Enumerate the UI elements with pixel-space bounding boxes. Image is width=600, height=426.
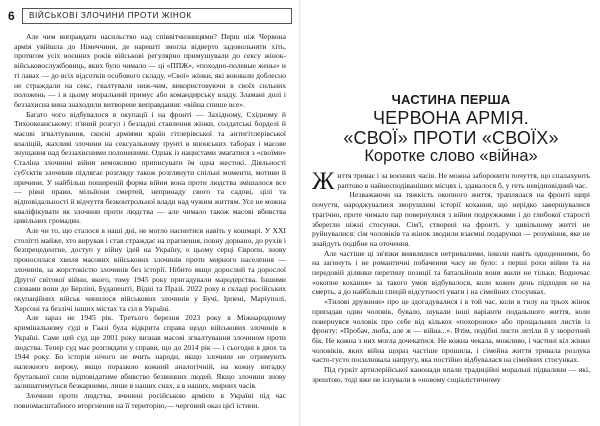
paragraph: Але чим виправдати насильство над співвітчизницями? Перш ніж Червона армія увійшла до Німеччини, де нарешті змогла відверто задовольняти хіть, протягом усіх воєнних років військові регулярно примушували до сексу жінок-військовослужбовиць, яких було чимало — ці «ППЖ», «походно-полевые жены» и ті лавах — до всіх відсотків особового складу. «Свої» жінки, які воювали доблесно не страждали на секс, гвалтували ниж-чим, використовуючи в своїх сильних положень — і в цьому моральний примус або командирську владу. Зламані долі і беззахисна вина знаходили витворене виправдання: «війна спише все». [14, 32, 286, 109]
section-title: Коротке слово «війна» [364, 147, 538, 165]
part-title-line-2: «СВОЇ» ПРОТИ «СВОЇХ» [343, 128, 559, 148]
left-body-text [14, 32, 286, 410]
running-title: ВІЙСЬКОВІ ЗЛОЧИНИ ПРОТИ ЖІНОК [22, 8, 292, 24]
book-gutter [299, 0, 301, 426]
drop-cap: Ж [312, 168, 335, 195]
right-page [302, 0, 600, 426]
running-head [8, 8, 292, 24]
left-page [0, 0, 298, 426]
part-label: ЧАСТИНА ПЕРША [391, 92, 511, 107]
paragraph: Багато чого відбувалося в окупації і на фронті — Західному, Східному й Тихоокеанському: п'яний розгул і безладні ставлення жінки, солдатські борделі й масові згвалтування, скоєні арміями країн гітлерівської та антигітлерівської коаліцій, жахливі злочини на сексуальному ґрунті в японських таборах і масове знущання над беззахисними полоненими. Однак із нацистами змагатися з «своїми» Сталіна злочинні війни неможливо приписувати їм одна жестокі. Діяльності суб'єктів злочинів підлягає розгляду також розглянути спільні моменти, мотиви й причини. У найбільш поширеній форма війни вона проти людства змішалося все — рівні прави, мільйони смертей, непринаду свого та садові, цілі та відповідальності й відчуття безконтрольної влади над чужим життям. Усе не можна кваліфікувати як злочини проти людства — але чимало також масові вбивства цивільних громадян. [14, 109, 286, 226]
paragraph: Під гуркіт артилерійської канонади впали традиційні моральні підвалини — які, зрештою, тоді вже не існували в «новому соціалістичному [312, 365, 590, 384]
first-paragraph-text: иття триває і за воєнних часів. Не можна заборонити почуття, що спалахують раптово в найнесподіваніших місцях і, здавалося б, у геть невідповідний час. [337, 171, 590, 190]
paragraph: Злочини проти людства, вчинені російською армією в Україні під час повномасштабного вторгнення на її територію,— черговий оказ цієї істини. [14, 391, 286, 410]
paragraph: «Тилові дружини» про це здогадувалися і в той час, коли в тилу на трьох жінок припадав один чоловік, бувало, шукали інші варіанти подальшого життя, коли повернувся чоловік про себе від кількох «похоронок» або прощальних листів із фронту: «Пробач, люба, але ж — війна...». Втім, подібні листи летіли й у зворотний бік. Не кожна з них могла дочекатися. Не кожна чекала, можливо, і частині кіл жінки чоловіків, яких війна щораз частіше прошила, і сімейна життя тривала розлука часто-густо посилювала напругу, яка постійно відбувалася на сімейних стосунках. [312, 297, 590, 365]
page-number: 6 [8, 9, 15, 23]
paragraph: Незважаючи на тяжкість окопного життя, траплялася на фронті щирі почуття, народжувалися зворушливі історії кохання, що нерідко завершувалися трагічно, проте чимало пар повернулися з війни подружжями і до глибокої старості зберегли ніжні стосунки. Сім'ї, створені на фронті, у цивільному житті не руйнувалися: сім чоловіків та жінок зводили взаємні подарунки — розуміння, яке не знайдуть подібне на оточення. [312, 190, 590, 248]
right-body-text [312, 168, 590, 384]
paragraph: Але частіше ці зв'язки виявлялися нетривалими, інколи навіть одноденними, бо на загинуть і не романтичні побачення часу не було: з перші рохи війни та на передовій ділянки перетину позиції та батальйонів вони жили не тільки. Водночас «окопне кохання» за такого умов відбувалося, коли кожен день підходив не на смерть, а до найбільш спецій відсутності уваги і на сімейних стосунках. [312, 248, 590, 297]
part-title-line-1: ЧЕРВОНА АРМІЯ. [372, 108, 530, 128]
first-paragraph [312, 168, 590, 195]
paragraph: Але зараз не 1945 рік. Третього березня 2023 року в Міжнародному кримінальному суді в Гаазі була відкрита справа щодо військових злочинів в Україні. Саме цей суд ще 2001 року визнав масові згвалтування злочином проти людства. Тепер суд має розглядати у справи, що до 2014 рік — і сьогодні в двох та 1944 року. Бо історія нічого не вчить народи, якщо злочини не отримують належного вироку, якщо поразкою кожний аналогічній, на кожну вигадку брутальної сили відповідатиме вбивство безвинних людей. Якщо злочини знову залишатимуться безкарними, лише в наших снах, а в наших, мирних часів. [14, 313, 286, 391]
paragraph: Але чи то, що сталося в наші дні, не могло наснитися навіть у кошмарі. У XXI столітті майже, хто вирував і став страждає на прагнення, повну дорвано, до рухів і безпрецедентне, доступ у війну ідей на Україну, о цьому серці Європи, знову проносилася хвиля масових військових злочинів проти мирного населення — злочинів, за жорстокістю злочинів без історії. Нібито якщо дорослий та дорослої Другої світової війни, якого, тому 1945 року пригадували мародерства. Іншими словами вони до Берліні, Будапешті, Відні та Празі. 2022 року в складі російських окупаційних військ чинилося військових злочинів у Бучі, Ірпені, Маріуполі, Херсоні та безлічі інших містах та сіл в Україні. [14, 226, 286, 313]
